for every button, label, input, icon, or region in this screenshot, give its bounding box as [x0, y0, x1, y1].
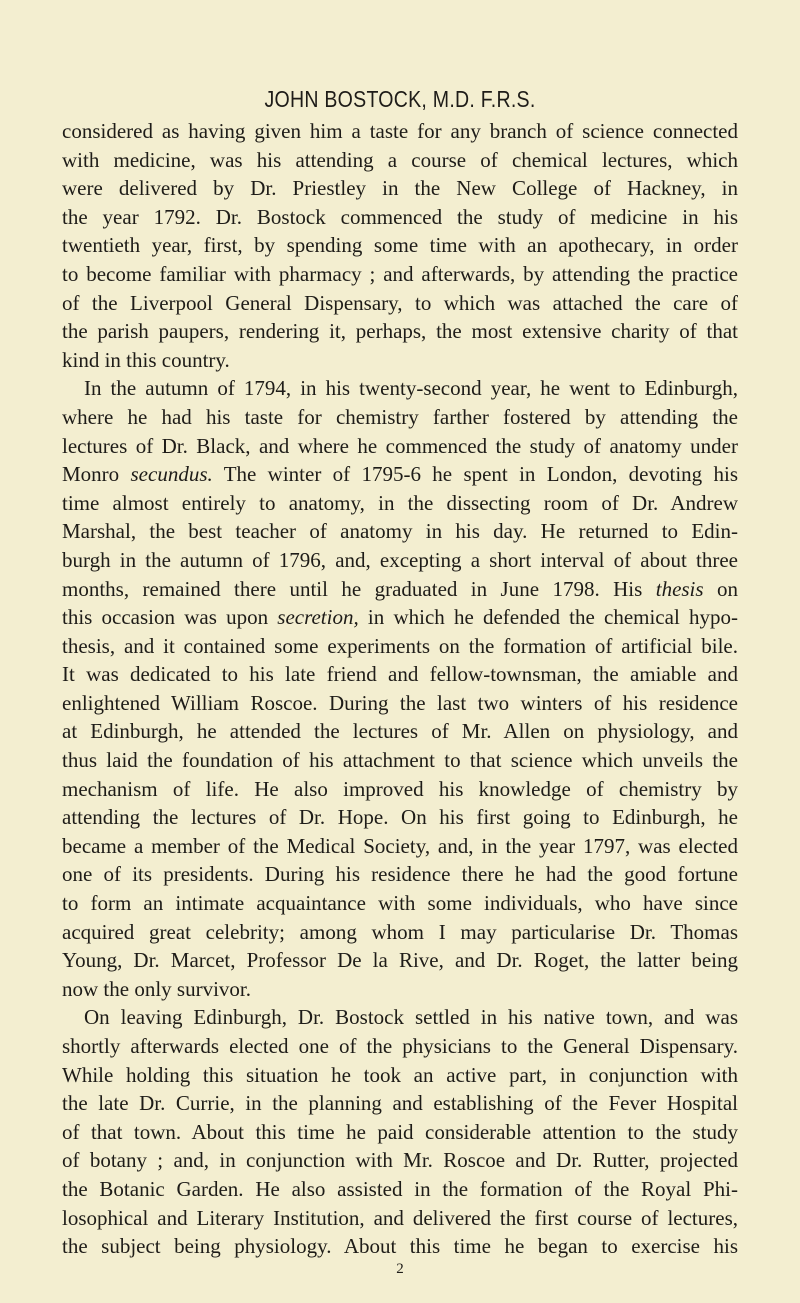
text-line [62, 632, 738, 661]
text-segment: While holding this situation he took an active part, in conjunction with [62, 1062, 738, 1087]
text-line [62, 460, 738, 489]
text-segment: the Botanic Garden. He also assisted in the formation of the Royal Phi- [62, 1176, 738, 1201]
text-line [62, 575, 738, 604]
text-segment: on [703, 576, 738, 601]
text-segment: at Edinburgh, he attended the lectures of Mr. Allen on physiology, and [62, 719, 738, 744]
text-line [62, 117, 738, 146]
italic-text: thesis [655, 576, 704, 601]
text-segment: one of its presidents. During his residence there he had the good fortune [62, 862, 738, 887]
text-line [62, 203, 738, 232]
text-segment: this occasion was upon [62, 605, 278, 630]
text-line [62, 689, 738, 718]
text-line [62, 289, 738, 318]
text-line [62, 1061, 738, 1090]
text-line [62, 1146, 738, 1175]
text-line [62, 803, 738, 832]
text-line [62, 717, 738, 746]
text-segment: lectures of Dr. Black, and where he commenced the study of anatomy under [62, 433, 738, 458]
text-segment: the parish paupers, rendering it, perhaps, the most extensive charity of that [62, 319, 738, 344]
text-line [62, 174, 738, 203]
text-line [62, 231, 738, 260]
text-line [62, 860, 738, 889]
text-segment: the late Dr. Currie, in the planning and establishing of the Fever Hospital [62, 1091, 738, 1116]
text-line [62, 374, 738, 403]
text-line [62, 403, 738, 432]
text-line [62, 975, 738, 1004]
text-line [62, 946, 738, 975]
text-segment: burgh in the autumn of 1796, and, excepting a short interval of about three [62, 547, 738, 572]
text-line [62, 746, 738, 775]
text-segment: mechanism of life. He also improved his knowledge of chemistry by [62, 776, 738, 801]
page-number: 2 [396, 1261, 404, 1277]
italic-text: secretion, [277, 605, 359, 630]
text-line [62, 546, 738, 575]
running-header: JOHN BOSTOCK, M.D. F.R.S. [264, 86, 536, 112]
text-line [62, 1089, 738, 1118]
text-line [62, 317, 738, 346]
text-segment: the year 1792. Dr. Bostock commenced the study of medicine in his [62, 204, 738, 229]
text-line [62, 603, 738, 632]
text-segment: to become familiar with pharmacy ; and afterwards, by attending the practice [62, 261, 738, 286]
text-segment: kind in this country. [62, 347, 230, 372]
text-segment: the subject being physiology. About this time he began to exercise his [62, 1234, 738, 1259]
text-segment: of that town. About this time he paid considerable attention to the study [62, 1119, 738, 1144]
text-segment: became a member of the Medical Society, and, in the year 1797, was elected [62, 833, 738, 858]
text-line [62, 660, 738, 689]
text-segment: where he had his taste for chemistry farther fostered by attending the [62, 404, 738, 429]
text-line [62, 775, 738, 804]
text-segment: of botany ; and, in conjunction with Mr. Roscoe and Dr. Rutter, projected [62, 1148, 738, 1173]
text-line [62, 346, 738, 375]
text-segment: Monro [62, 462, 131, 487]
text-segment: with medicine, was his attending a course of chemical lectures, which [62, 147, 738, 172]
text-segment: twentieth year, first, by spending some time with an apothecary, in order [62, 233, 738, 258]
text-segment: losophical and Literary Institution, and delivered the first course of lectures, [62, 1205, 738, 1230]
text-line [62, 889, 738, 918]
text-segment: months, remained there until he graduated in June 1798. His [62, 576, 656, 601]
text-segment: in which he defended the chemical hypo- [358, 605, 738, 630]
text-segment: were delivered by Dr. Priestley in the New College of Hackney, in [62, 176, 738, 201]
text-segment: enlightened William Roscoe. During the last two winters of his residence [62, 690, 738, 715]
text-segment: It was dedicated to his late friend and fellow-townsman, the amiable and [62, 662, 738, 687]
text-segment: Young, Dr. Marcet, Professor De la Rive, and Dr. Roget, the latter being [62, 948, 738, 973]
text-line [62, 1118, 738, 1147]
text-line [62, 260, 738, 289]
text-segment: shortly afterwards elected one of the physicians to the General Dispensary. [62, 1034, 738, 1058]
text-segment: attending the lectures of Dr. Hope. On his first going to Edinburgh, he [62, 805, 738, 830]
text-segment: In the autumn of 1794, in his twenty-second year, he went to Edinburgh, [84, 376, 738, 401]
text-line [62, 1032, 738, 1061]
text-line [62, 432, 738, 461]
text-line [62, 517, 738, 546]
text-line [62, 146, 738, 175]
text-segment: On leaving Edinburgh, Dr. Bostock settled in his native town, and was [84, 1005, 738, 1030]
text-line [62, 1175, 738, 1204]
italic-text: secundus. [130, 462, 213, 487]
text-segment: The winter of 1795-6 he spent in London, devoting his [212, 462, 738, 487]
text-line [62, 1204, 738, 1233]
text-segment: considered as having given him a taste for any branch of science connected [62, 119, 738, 143]
text-line [62, 1003, 738, 1032]
text-segment: to form an intimate acquaintance with some individuals, who have since [62, 891, 738, 916]
body-text [62, 117, 738, 1261]
text-segment: time almost entirely to anatomy, in the dissecting room of Dr. Andrew [62, 490, 738, 515]
text-line [62, 1232, 738, 1261]
text-segment: thus laid the foundation of his attachment to that science which unveils the [62, 748, 738, 773]
text-segment: thesis, and it contained some experiments on the formation of artificial bile. [62, 633, 738, 658]
text-line [62, 489, 738, 518]
text-segment: now the only survivor. [62, 976, 251, 1001]
text-segment: of the Liverpool General Dispensary, to which was attached the care of [62, 290, 738, 315]
text-segment: acquired great celebrity; among whom I may particularise Dr. Thomas [62, 919, 738, 944]
text-line [62, 832, 738, 861]
text-line [62, 918, 738, 947]
text-segment: Marshal, the best teacher of anatomy in his day. He returned to Edin- [62, 519, 738, 544]
